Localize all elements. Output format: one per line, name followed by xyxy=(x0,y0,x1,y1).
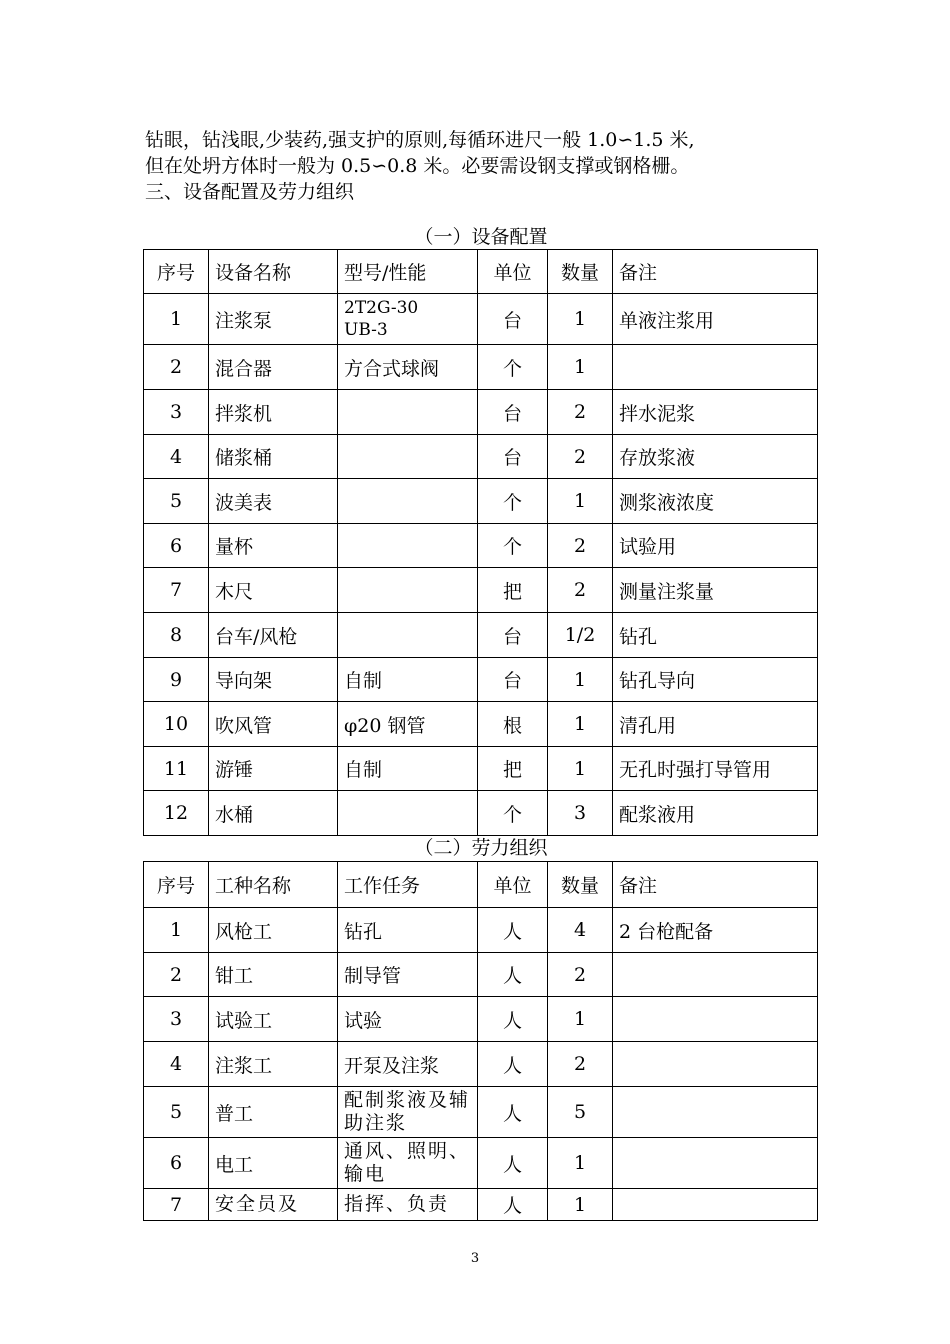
table-header-cell: 序号 xyxy=(144,250,209,294)
table-row xyxy=(144,479,818,524)
table-row xyxy=(144,294,818,345)
table-cell: 试验用 xyxy=(613,524,818,568)
table-cell: 1 xyxy=(548,747,613,791)
table-header-cell: 数量 xyxy=(548,862,613,908)
table-cell: 1 xyxy=(548,345,613,390)
table-cell: 试验 xyxy=(338,997,478,1042)
body-paragraph-line: 但在处坍方体时一般为 0.5∽0.8 米。必要需设钢支撑或钢格栅。 xyxy=(145,155,690,177)
table-cell: 8 xyxy=(144,613,209,658)
table-cell: 2 xyxy=(548,435,613,479)
table-cell: 人 xyxy=(478,1189,548,1221)
table-cell xyxy=(613,345,818,390)
table-cell: 1 xyxy=(144,908,209,953)
table-cell: 钻孔 xyxy=(613,613,818,658)
table-cell: 台 xyxy=(478,613,548,658)
table-cell: 9 xyxy=(144,658,209,702)
table-row xyxy=(144,1138,818,1189)
table-cell: 1 xyxy=(548,1189,613,1221)
table-cell: 人 xyxy=(478,1087,548,1138)
table-cell: 配制浆液及辅助注浆 xyxy=(338,1087,478,1138)
table-row xyxy=(144,1189,818,1221)
table-cell: 自制 xyxy=(338,658,478,702)
table-cell: 2 xyxy=(144,345,209,390)
table-cell: 人 xyxy=(478,997,548,1042)
table-cell: 储浆桶 xyxy=(209,435,338,479)
table-cell: 1 xyxy=(548,702,613,747)
table-cell: 钻孔 xyxy=(338,908,478,953)
table-cell xyxy=(613,997,818,1042)
table-cell: 5 xyxy=(144,1087,209,1138)
table-cell: 台 xyxy=(478,294,548,345)
table-header-cell: 单位 xyxy=(478,250,548,294)
table-header-cell: 序号 xyxy=(144,862,209,908)
table-cell xyxy=(613,1042,818,1087)
table-cell: 根 xyxy=(478,702,548,747)
labor-header-row xyxy=(144,862,818,908)
table-cell xyxy=(338,390,478,435)
table-row xyxy=(144,1042,818,1087)
table-header-cell: 工作任务 xyxy=(338,862,478,908)
table-header-cell: 备注 xyxy=(613,250,818,294)
table-cell: 7 xyxy=(144,568,209,613)
table-header-cell: 单位 xyxy=(478,862,548,908)
table-cell: 个 xyxy=(478,524,548,568)
labor-table-caption: （二）劳力组织 xyxy=(414,837,548,859)
table-cell: 2 xyxy=(548,568,613,613)
table-cell: 6 xyxy=(144,1138,209,1189)
table-cell: 电工 xyxy=(209,1138,338,1189)
equipment-table xyxy=(143,249,818,836)
table-cell: 测浆液浓度 xyxy=(613,479,818,524)
table-cell: 拌浆机 xyxy=(209,390,338,435)
table-cell: 吹风管 xyxy=(209,702,338,747)
table-cell: 水桶 xyxy=(209,791,338,836)
table-cell: 台 xyxy=(478,658,548,702)
table-cell xyxy=(338,479,478,524)
table-cell: 4 xyxy=(144,435,209,479)
table-cell: 存放浆液 xyxy=(613,435,818,479)
table-cell: 指挥、负责 xyxy=(338,1189,478,1221)
table-cell: 钻孔导向 xyxy=(613,658,818,702)
table-cell: 开泵及注浆 xyxy=(338,1042,478,1087)
table-cell xyxy=(613,1138,818,1189)
table-cell: 测量注浆量 xyxy=(613,568,818,613)
table-cell xyxy=(338,568,478,613)
table-cell: 把 xyxy=(478,568,548,613)
table-cell: 人 xyxy=(478,1042,548,1087)
table-cell: φ20 钢管 xyxy=(338,702,478,747)
table-cell: 台 xyxy=(478,390,548,435)
table-cell: 木尺 xyxy=(209,568,338,613)
table-row xyxy=(144,953,818,997)
table-row xyxy=(144,1087,818,1138)
table-cell xyxy=(338,435,478,479)
page-number: 3 xyxy=(470,1251,480,1266)
table-row xyxy=(144,390,818,435)
table-cell: 人 xyxy=(478,1138,548,1189)
table-cell: 1 xyxy=(548,479,613,524)
table-cell xyxy=(338,613,478,658)
table-cell: 12 xyxy=(144,791,209,836)
table-cell: 2 xyxy=(548,953,613,997)
table-cell: 1 xyxy=(548,997,613,1042)
table-cell: 2 台枪配备 xyxy=(613,908,818,953)
table-cell: 7 xyxy=(144,1189,209,1221)
table-row xyxy=(144,908,818,953)
table-cell: 1 xyxy=(548,658,613,702)
table-cell xyxy=(613,1189,818,1221)
table-cell: 4 xyxy=(144,1042,209,1087)
table-header-cell: 设备名称 xyxy=(209,250,338,294)
table-cell: 制导管 xyxy=(338,953,478,997)
table-cell: 拌水泥浆 xyxy=(613,390,818,435)
table-cell: 试验工 xyxy=(209,997,338,1042)
table-cell: 安全员及 xyxy=(209,1189,338,1221)
table-cell xyxy=(338,524,478,568)
table-cell: 自制 xyxy=(338,747,478,791)
table-cell: 台车/风枪 xyxy=(209,613,338,658)
table-cell: 个 xyxy=(478,791,548,836)
table-cell: 5 xyxy=(548,1087,613,1138)
table-cell: 普工 xyxy=(209,1087,338,1138)
table-row xyxy=(144,613,818,658)
table-header-cell: 工种名称 xyxy=(209,862,338,908)
table-cell: 方合式球阀 xyxy=(338,345,478,390)
equipment-header-row xyxy=(144,250,818,294)
table-cell: 4 xyxy=(548,908,613,953)
table-header-cell: 数量 xyxy=(548,250,613,294)
body-paragraph-line: 钻眼，钻浅眼,少装药,强支护的原则,每循环进尺一般 1.0∽1.5 米, xyxy=(145,129,695,151)
table-cell: 清孔用 xyxy=(613,702,818,747)
table-cell: 2 xyxy=(548,390,613,435)
table-cell: 11 xyxy=(144,747,209,791)
table-cell: 2T2G-30 UB-3 xyxy=(338,294,478,345)
table-row xyxy=(144,747,818,791)
table-cell xyxy=(338,791,478,836)
table-cell: 10 xyxy=(144,702,209,747)
table-row xyxy=(144,702,818,747)
table-row xyxy=(144,568,818,613)
table-cell: 3 xyxy=(548,791,613,836)
table-cell: 通风、照明、输电 xyxy=(338,1138,478,1189)
table-cell: 3 xyxy=(144,997,209,1042)
section-heading: 三、设备配置及劳力组织 xyxy=(145,181,355,203)
table-cell: 无孔时强打导管用 xyxy=(613,747,818,791)
equipment-table-caption: （一）设备配置 xyxy=(414,226,548,248)
labor-table xyxy=(143,861,818,1221)
table-cell xyxy=(613,953,818,997)
table-cell: 人 xyxy=(478,908,548,953)
table-row xyxy=(144,791,818,836)
table-row xyxy=(144,435,818,479)
table-cell: 注浆工 xyxy=(209,1042,338,1087)
table-cell: 5 xyxy=(144,479,209,524)
table-cell: 2 xyxy=(548,524,613,568)
table-cell: 混合器 xyxy=(209,345,338,390)
table-header-cell: 备注 xyxy=(613,862,818,908)
table-cell xyxy=(613,1087,818,1138)
table-cell: 人 xyxy=(478,953,548,997)
table-cell: 2 xyxy=(144,953,209,997)
table-row xyxy=(144,524,818,568)
table-cell: 1/2 xyxy=(548,613,613,658)
table-cell: 6 xyxy=(144,524,209,568)
table-cell: 个 xyxy=(478,479,548,524)
table-cell: 3 xyxy=(144,390,209,435)
table-cell: 风枪工 xyxy=(209,908,338,953)
table-row xyxy=(144,658,818,702)
table-row xyxy=(144,345,818,390)
table-cell: 波美表 xyxy=(209,479,338,524)
table-cell: 量杯 xyxy=(209,524,338,568)
table-cell: 导向架 xyxy=(209,658,338,702)
table-cell: 个 xyxy=(478,345,548,390)
table-cell: 1 xyxy=(548,1138,613,1189)
table-cell: 游锤 xyxy=(209,747,338,791)
table-header-cell: 型号/性能 xyxy=(338,250,478,294)
table-cell: 1 xyxy=(548,294,613,345)
table-cell: 台 xyxy=(478,435,548,479)
table-cell: 把 xyxy=(478,747,548,791)
table-cell: 单液注浆用 xyxy=(613,294,818,345)
table-cell: 钳工 xyxy=(209,953,338,997)
table-cell: 1 xyxy=(144,294,209,345)
table-cell: 注浆泵 xyxy=(209,294,338,345)
table-cell: 配浆液用 xyxy=(613,791,818,836)
table-row xyxy=(144,997,818,1042)
table-cell: 2 xyxy=(548,1042,613,1087)
